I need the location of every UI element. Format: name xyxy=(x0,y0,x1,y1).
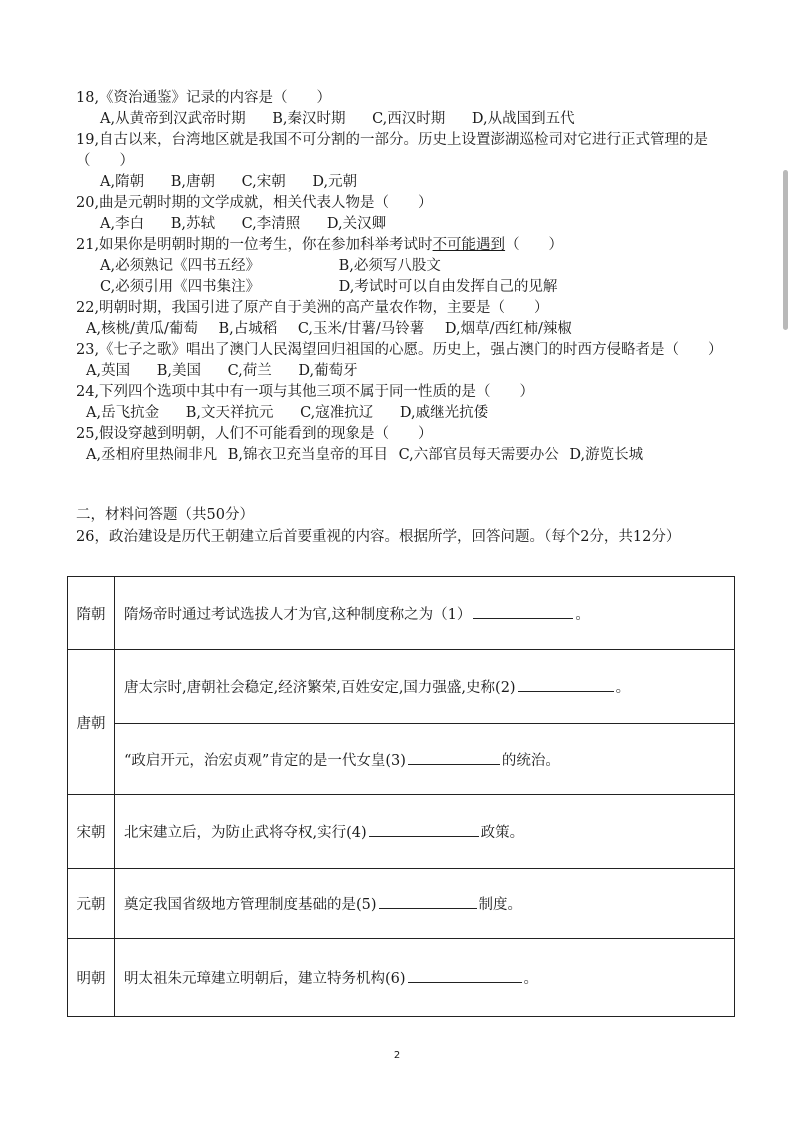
table-row xyxy=(68,577,735,650)
options xyxy=(76,172,736,193)
option-a: A,核桃/黄瓜/葡萄 xyxy=(86,321,198,337)
option-d: D,从战国到五代 xyxy=(471,111,575,127)
question-25 xyxy=(76,424,736,466)
option-d: D,葡萄牙 xyxy=(298,363,358,379)
question-21 xyxy=(76,235,736,298)
option-c: C,必须引用《四书集注》 xyxy=(100,279,261,295)
option-d: D,游览长城 xyxy=(569,447,644,463)
content-cell xyxy=(115,939,735,1017)
option-a: A,岳飞抗金 xyxy=(86,405,160,421)
option-d: D,关汉卿 xyxy=(326,216,387,232)
question-23 xyxy=(76,340,736,382)
table-row xyxy=(68,724,735,795)
answer-blank[interactable] xyxy=(369,822,479,837)
era-cell: 元朝 xyxy=(68,869,115,939)
cell-text: “政启开元，治宏贞观”肯定的是一代女皇(3) xyxy=(124,752,406,769)
options xyxy=(76,445,736,466)
options xyxy=(76,319,736,340)
era-cell: 明朝 xyxy=(68,939,115,1017)
question-stem: 18,《资治通鉴》记录的内容是（ ） xyxy=(76,90,332,106)
answer-blank[interactable] xyxy=(473,604,573,619)
stem-underlined-text: 不可能遇到 xyxy=(432,237,506,253)
table-row xyxy=(68,869,735,939)
question-stem: 19,自古以来，台湾地区就是我国不可分割的一部分。历史上设置澎湖巡检司对它进行正式管理的是（ ） xyxy=(76,132,709,169)
question-stem: 20,曲是元朝时期的文学成就，相关代表人物是（ ） xyxy=(76,195,433,211)
content-cell xyxy=(115,795,735,869)
option-b: B,秦汉时期 xyxy=(272,111,346,127)
options xyxy=(76,277,736,298)
options xyxy=(76,256,736,277)
cell-text: 北宋建立后，为防止武将夺权,实行(4) xyxy=(124,825,367,841)
question-stem: 24,下列四个选项中其中有一项与其他三项不属于同一性质的是（ ） xyxy=(76,384,535,400)
option-a: A,隋朝 xyxy=(100,174,145,190)
question-19 xyxy=(76,130,736,193)
options xyxy=(76,403,736,424)
question-22 xyxy=(76,298,736,340)
table-row xyxy=(68,650,735,724)
content-cell xyxy=(115,724,735,795)
option-c: C,玉米/甘薯/马铃薯 xyxy=(297,321,425,337)
content-cell xyxy=(115,869,735,939)
table-row xyxy=(68,939,735,1017)
option-b: B,文天祥抗元 xyxy=(185,405,274,421)
cell-text: 隋炀帝时通过考试选拔人才为官,这种制度称之为（1） xyxy=(124,606,472,623)
scrollbar[interactable] xyxy=(783,170,788,330)
option-b: B,美国 xyxy=(156,363,201,379)
option-a: A,从黄帝到汉武帝时期 xyxy=(100,111,246,127)
content-cell xyxy=(115,577,735,650)
question-26-stem: 26，政治建设是历代王朝建立后首要重视的内容。根据所学，回答问题。（每个2分，共12分） xyxy=(76,529,681,545)
era-cell: 唐朝 xyxy=(68,650,115,795)
option-c: C,荷兰 xyxy=(227,363,272,379)
cell-text: 制度。 xyxy=(478,897,523,913)
section-title: 二，材料问答题（共50分） xyxy=(76,507,254,523)
option-a: A,丞相府里热闹非凡 xyxy=(86,447,218,463)
cell-text: 唐太宗时,唐朝社会稳定,经济繁荣,百姓安定,国力强盛,史称(2) xyxy=(124,680,516,696)
cell-text: 政策。 xyxy=(480,825,525,841)
answer-blank[interactable] xyxy=(379,894,477,909)
option-b: B,唐朝 xyxy=(170,174,215,190)
choice-questions xyxy=(76,88,736,466)
option-b: B,苏轼 xyxy=(170,216,215,232)
options xyxy=(76,109,736,130)
page-number: 2 xyxy=(393,1050,401,1061)
question-stem: 23,《七子之歌》唱出了澳门人民渴望回归祖国的心愿。历史上，强占澳门的时西方侵略者是（ ） xyxy=(76,342,723,358)
option-b: B,锦衣卫充当皇帝的耳目 xyxy=(227,447,388,463)
option-d: D,元朝 xyxy=(312,174,358,190)
question-20 xyxy=(76,193,736,235)
option-d: D,考试时可以自由发挥自己的见解 xyxy=(338,279,558,295)
question-24 xyxy=(76,382,736,424)
option-a: A,李白 xyxy=(100,216,145,232)
option-c: C,宋朝 xyxy=(241,174,286,190)
cell-text: 。 xyxy=(615,680,631,696)
stem-text: （ ） xyxy=(505,237,564,253)
table-row xyxy=(68,795,735,869)
option-a: A,英国 xyxy=(86,363,131,379)
option-c: C,李清照 xyxy=(241,216,301,232)
question-18 xyxy=(76,88,736,130)
options xyxy=(76,361,736,382)
cell-text: 的统治。 xyxy=(501,752,560,769)
question-stem xyxy=(76,235,736,256)
content-cell xyxy=(115,650,735,724)
option-b: B,占城稻 xyxy=(218,321,278,337)
question-stem: 25,假设穿越到明朝，人们不可能看到的现象是（ ） xyxy=(76,426,433,442)
option-d: D,戚继光抗倭 xyxy=(399,405,489,421)
stem-text: 21,如果你是明朝时期的一位考生，你在参加科举考试时 xyxy=(76,237,433,253)
cell-text: 。 xyxy=(575,606,590,623)
option-c: C,六部官员每天需要办公 xyxy=(398,447,559,463)
option-a: A,必须熟记《四书五经》 xyxy=(100,258,261,274)
question-stem: 22,明朝时期，我国引进了原产自于美洲的高产量农作物，主要是（ ） xyxy=(76,300,549,316)
dynasty-table xyxy=(67,576,735,1017)
option-c: C,西汉时期 xyxy=(372,111,446,127)
options xyxy=(76,214,736,235)
answer-blank[interactable] xyxy=(408,750,500,765)
answer-blank[interactable] xyxy=(518,677,614,692)
answer-blank[interactable] xyxy=(408,968,522,983)
option-c: C,寇准抗辽 xyxy=(300,405,374,421)
option-b: B,必须写八股文 xyxy=(338,258,441,274)
cell-text: 。 xyxy=(523,971,539,987)
cell-text: 奠定我国省级地方管理制度基础的是(5) xyxy=(124,897,377,913)
option-d: D,烟草/西红柿/辣椒 xyxy=(444,321,572,337)
era-cell: 宋朝 xyxy=(68,795,115,869)
era-cell: 隋朝 xyxy=(68,577,115,650)
cell-text: 明太祖朱元璋建立明朝后，建立特务机构(6) xyxy=(124,971,406,987)
